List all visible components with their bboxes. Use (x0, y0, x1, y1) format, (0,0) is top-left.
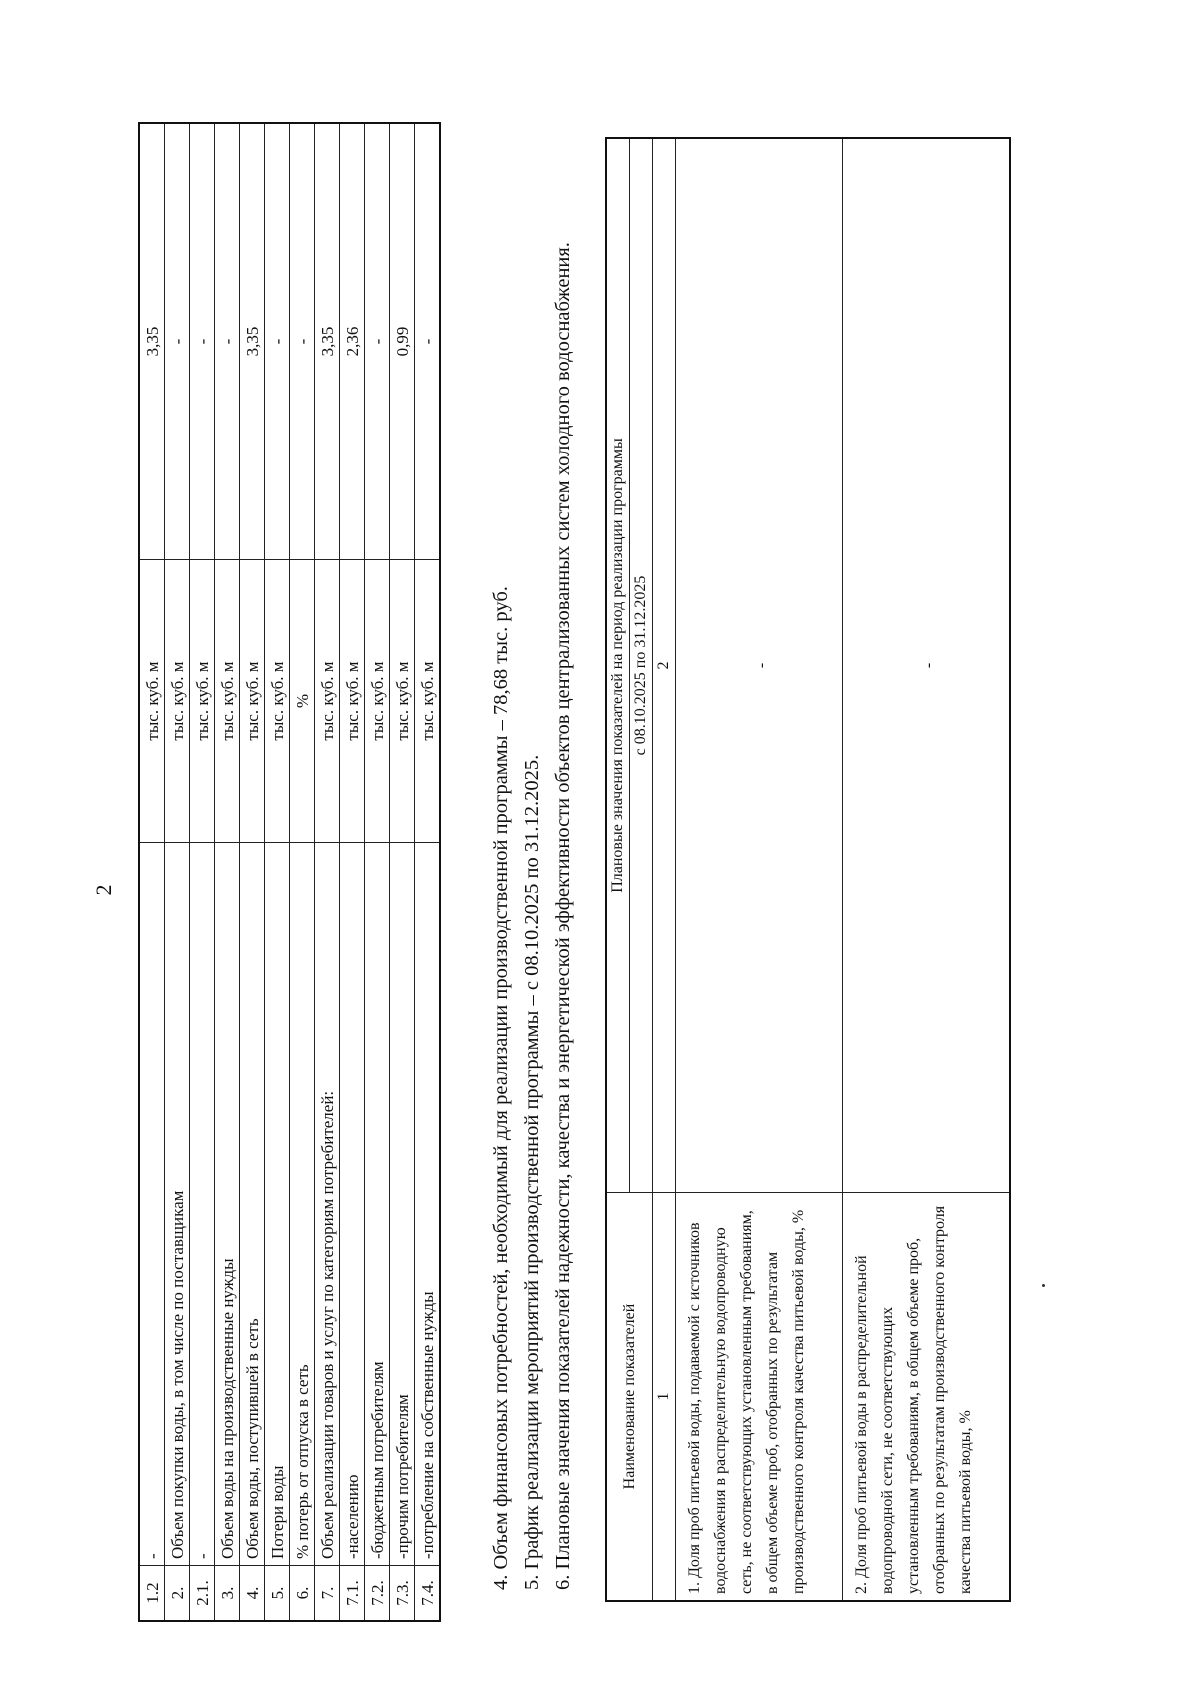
row-unit: тыс. куб. м (215, 560, 240, 843)
row-value: - (215, 123, 240, 560)
row-unit: тыс. куб. м (365, 560, 390, 843)
row-value: 3,35 (315, 123, 340, 560)
paragraph-indicators: 6. Плановые значения показателей надежности, качества и энергетической эффективности объектов централизованных систем холодного водоснабжения. (552, 242, 574, 1590)
row-value: 3,35 (240, 123, 265, 560)
row-number: 4. (240, 1566, 265, 1622)
table-row (265, 123, 290, 1621)
row-value: - (415, 123, 441, 560)
row-value: 2,36 (340, 123, 365, 560)
table-row (165, 123, 190, 1621)
indicators-table (605, 137, 1011, 1602)
row-unit: тыс. куб. м (190, 560, 215, 843)
table-row (676, 138, 843, 1601)
row-value: 3,35 (139, 123, 165, 560)
column-number-2: 2 (653, 138, 676, 1193)
row-number: 7.2. (365, 1566, 390, 1622)
column-number-1: 1 (653, 1193, 676, 1602)
row-unit: тыс. куб. м (340, 560, 365, 843)
row-name: -потребление на собственные нужды (415, 843, 441, 1566)
table-row (390, 123, 415, 1621)
paragraph-financial-needs: 4. Объем финансовых потребностей, необходимый для реализации производственной программы – 78,68 тыс. руб. (490, 586, 512, 1590)
row-value: - (290, 123, 315, 560)
rotated-page-content (130, 122, 1120, 1622)
row-name: -бюджетным потребителям (365, 843, 390, 1566)
paragraph-schedule: 5. График реализации мероприятий производственной программы – с 08.10.2025 по 31.12.2025. (521, 754, 543, 1590)
indicator-value: - (676, 138, 843, 1193)
row-name: Объем реализации товаров и услуг по категориям потребителей: (315, 843, 340, 1566)
table-row (240, 123, 265, 1621)
row-unit: тыс. куб. м (265, 560, 290, 843)
table-row (215, 123, 240, 1621)
table-row (365, 123, 390, 1621)
row-name: Потери воды (265, 843, 290, 1566)
table-row (415, 123, 441, 1621)
row-number: 7. (315, 1566, 340, 1622)
row-unit: тыс. куб. м (165, 560, 190, 843)
page-number: 2 (91, 884, 116, 896)
row-name: -прочим потребителям (390, 843, 415, 1566)
row-unit: тыс. куб. м (415, 560, 441, 843)
row-name: Объем покупки воды, в том числе по поставщикам (165, 843, 190, 1566)
row-value: - (365, 123, 390, 560)
indicator-name: 1. Доля проб питьевой воды, подаваемой с источников водоснабжения в распределительную водопроводную сеть, не соответствующих установленным требованиям, в общем объеме проб, отобранных по результатам производственного контроля качества питьевой воды, % (676, 1193, 843, 1602)
row-name: - (190, 843, 215, 1566)
header-indicator-name: Наименование показателей (606, 1193, 653, 1602)
row-number: 7.4. (415, 1566, 441, 1622)
row-number: 1.2 (139, 1566, 165, 1622)
row-value: - (190, 123, 215, 560)
table-row (843, 138, 1011, 1601)
table-row (340, 123, 365, 1621)
row-unit: тыс. куб. м (315, 560, 340, 843)
row-number: 5. (265, 1566, 290, 1622)
row-value: - (165, 123, 190, 560)
row-number: 7.1. (340, 1566, 365, 1622)
row-name: Объем воды, поступившей в сеть (240, 843, 265, 1566)
row-unit: тыс. куб. м (240, 560, 265, 843)
table-row (290, 123, 315, 1621)
row-name: % потерь от отпуска в сеть (290, 843, 315, 1566)
row-name: Объем воды на производственные нужды (215, 843, 240, 1566)
row-value: 0,99 (390, 123, 415, 560)
row-name: -населению (340, 843, 365, 1566)
table-row (190, 123, 215, 1621)
row-unit: % (290, 560, 315, 843)
scan-speck (1042, 1284, 1045, 1287)
row-number: 6. (290, 1566, 315, 1622)
table-row (139, 123, 165, 1621)
header-period: с 08.10.2025 по 31.12.2025 (630, 138, 653, 1193)
row-number: 7.3. (390, 1566, 415, 1622)
row-number: 2.1. (190, 1566, 215, 1622)
program-paragraphs (486, 122, 579, 1622)
indicator-name: 2. Доля проб питьевой воды в распределительной водопроводной сети, не соответствующих установленным требованиям, в общем объеме проб, отобранных по результатам производственного контроля качества питьевой воды, % (843, 1193, 1011, 1602)
row-unit: тыс. куб. м (139, 560, 165, 843)
table-row (315, 123, 340, 1621)
row-value: - (265, 123, 290, 560)
row-name: - (139, 843, 165, 1566)
row-number: 2. (165, 1566, 190, 1622)
row-number: 3. (215, 1566, 240, 1622)
header-plan-values: Плановые значения показателей на период реализации программы (606, 138, 630, 1193)
row-unit: тыс. куб. м (390, 560, 415, 843)
production-volume-table (138, 122, 441, 1622)
indicator-value: - (843, 138, 1011, 1193)
